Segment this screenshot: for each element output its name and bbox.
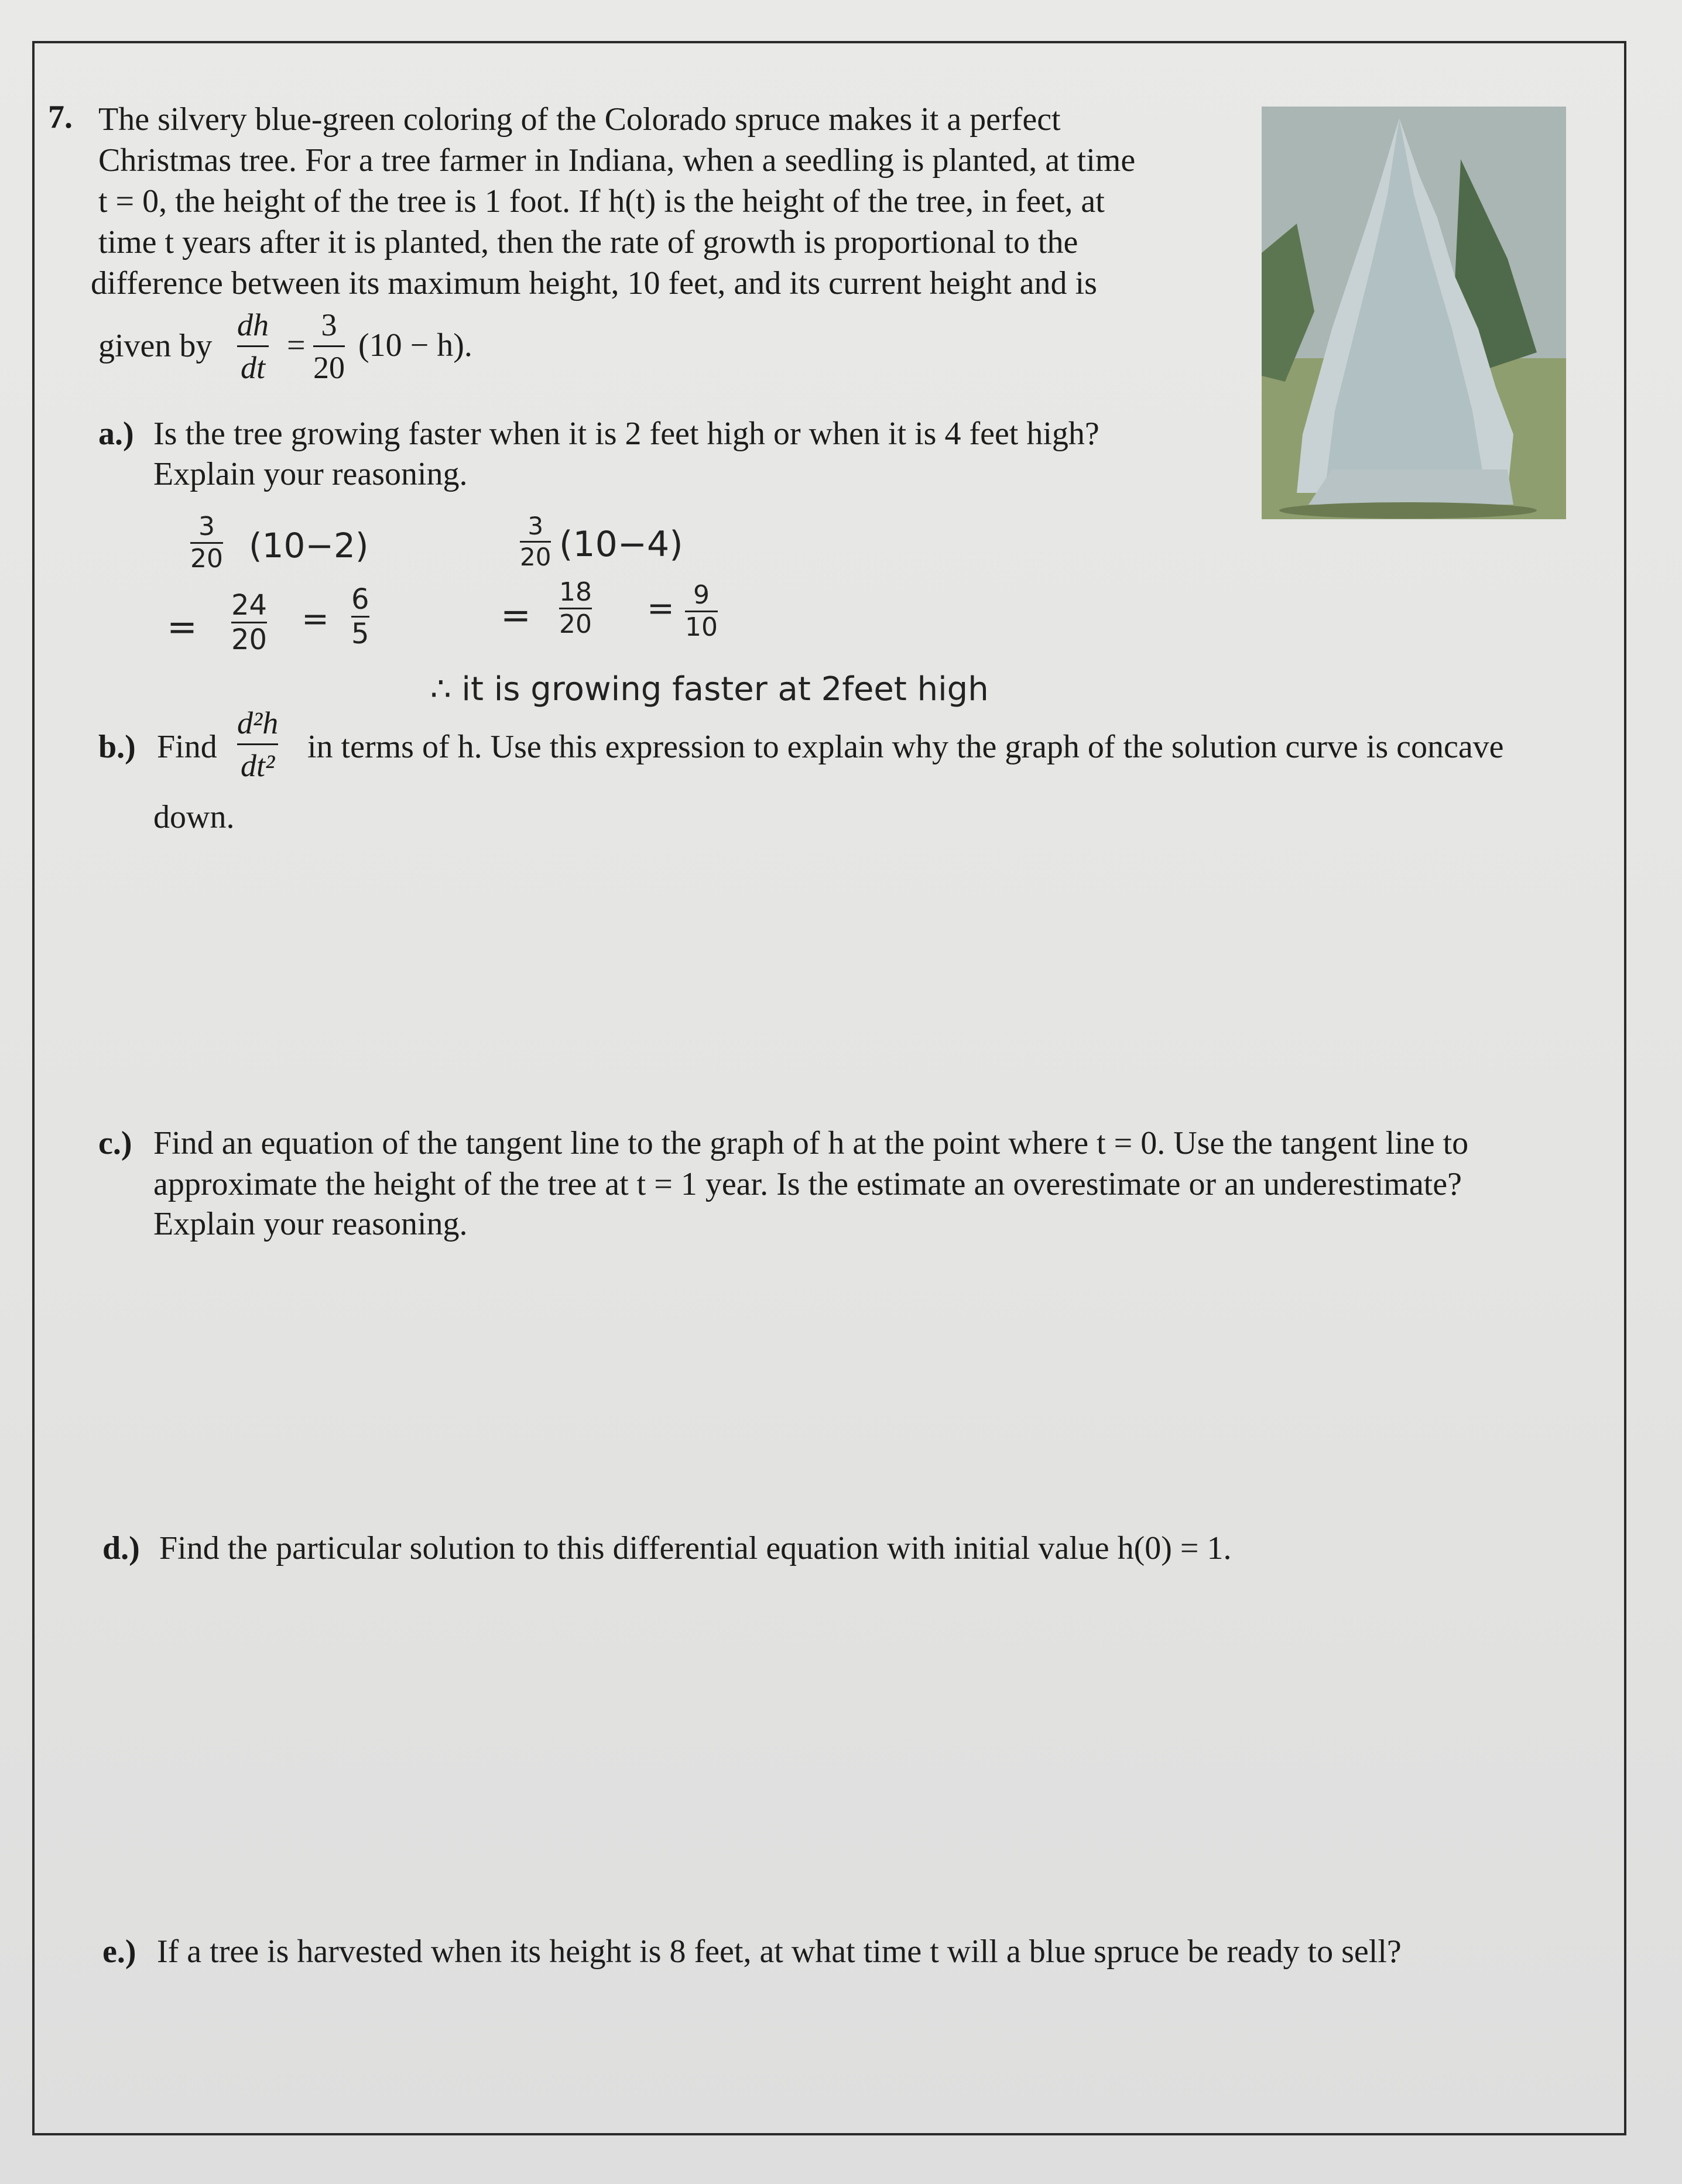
part-e-label: e.) (102, 1933, 136, 1970)
part-c-line-1: Find an equation of the tangent line to the graph of h at the point where t = 0. Use the tangent line to (153, 1125, 1469, 1161)
part-e-text: If a tree is harvested when its height is 8 feet, at what time t will a blue spruce be ready to sell? (157, 1933, 1402, 1970)
hw-denominator: 20 (520, 543, 551, 571)
coefficient-denominator: 20 (313, 350, 345, 385)
hw-left-eq-2: = (302, 600, 329, 638)
intro-line-1: The silvery blue-green coloring of the Colorado spruce makes it a perfect (98, 101, 1061, 138)
coefficient-numerator: 3 (321, 307, 337, 342)
hw-conclusion: ∴ it is growing faster at 2feet high (430, 670, 989, 708)
part-d-text: Find the particular solution to this differential equation with initial value h(0) = 1. (159, 1530, 1232, 1566)
part-a-line-2: Explain your reasoning. (153, 456, 468, 492)
hw-left-frac-2 (231, 591, 267, 654)
paren-expression: (10 − h). (358, 327, 472, 364)
part-b-text: in terms of h. Use this expression to explain why the graph of the solution curve is concave (307, 729, 1504, 765)
second-derivative-fraction (237, 707, 278, 781)
equals-sign: = (287, 327, 306, 364)
intro-line-3: t = 0, the height of the tree is 1 foot. If h(t) is the height of the tree, in feet, at (98, 183, 1105, 220)
hw-numerator: 6 (351, 583, 369, 616)
part-c-line-3: Explain your reasoning. (153, 1206, 468, 1242)
spruce-tree-photo (1262, 107, 1566, 519)
part-b-line-2: down. (153, 799, 235, 835)
dh-numerator: dh (237, 307, 269, 342)
part-c-label: c.) (98, 1125, 132, 1161)
hw-denominator: 20 (231, 623, 268, 656)
dt2-denominator: dt² (241, 748, 275, 783)
intro-line-4: time t years after it is planted, then the rate of growth is proportional to the (98, 224, 1078, 260)
hw-left-frac-1 (190, 514, 223, 572)
hw-denominator: 10 (685, 612, 718, 642)
given-by-label: given by (98, 328, 213, 364)
hw-right-eq-2: = (647, 589, 674, 628)
hw-left-expr: (10−2) (249, 526, 369, 565)
hw-numerator: 18 (559, 577, 592, 607)
hw-right-expr: (10−4) (559, 524, 683, 565)
intro-line-2: Christmas tree. For a tree farmer in Indiana, when a seedling is planted, at time (98, 142, 1136, 179)
part-b-find: Find (157, 729, 217, 765)
hw-denominator: 20 (190, 544, 223, 574)
hw-numerator: 24 (231, 589, 268, 622)
part-c-line-2: approximate the height of the tree at t = 1 year. Is the estimate an overestimate or an underestimate? (153, 1166, 1462, 1202)
intro-line-5: difference between its maximum height, 10 feet, and its current height and is (91, 265, 1097, 301)
fraction-bar (237, 743, 278, 745)
hw-right-frac-2 (559, 577, 592, 639)
problem-number: 7. (48, 99, 73, 135)
d2h-numerator: d²h (237, 705, 279, 740)
hw-right-frac-3 (685, 582, 718, 640)
hw-denominator: 20 (559, 609, 592, 639)
fraction-bar (237, 345, 269, 347)
hw-denominator: 5 (351, 618, 369, 650)
hw-left-frac-3 (351, 585, 369, 648)
dt-denominator: dt (240, 350, 265, 385)
hw-numerator: 3 (527, 512, 544, 540)
part-b-label: b.) (98, 729, 136, 765)
fraction-bar (313, 345, 345, 347)
coefficient-fraction (313, 309, 345, 383)
hw-left-eq: = (167, 605, 197, 648)
part-a-label: a.) (98, 416, 134, 452)
tree-illustration (1262, 107, 1566, 519)
hw-right-frac-1 (520, 514, 551, 570)
dh-dt-fraction (237, 309, 269, 383)
hw-numerator: 9 (693, 580, 710, 610)
hw-right-eq: = (501, 594, 531, 636)
hw-numerator: 3 (198, 512, 215, 541)
part-d-label: d.) (102, 1530, 140, 1566)
part-a-line-1: Is the tree growing faster when it is 2 feet high or when it is 4 feet high? (153, 416, 1099, 452)
